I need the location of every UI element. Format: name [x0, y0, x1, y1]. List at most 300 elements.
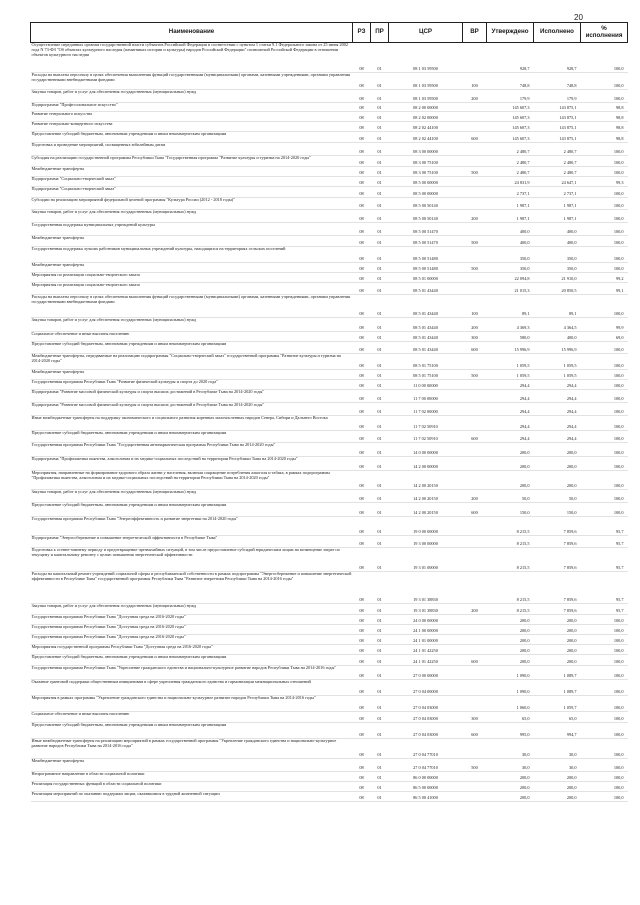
- row-name: Мероприятия, направленные на формирование здорового образа жизни у населения, включая сокращение потребления алкоголя и табака, в рамках подпрограммы "Профилактика пьянства, алкоголизма и их медико-социальных последствий на территории Республики Тыва на 2014-2020 годы": [31, 470, 330, 480]
- row-name: Подпрограмма "Развитие массовой физической культуры и спорта высших достижений в Республике Тыва на 2014-2020 годы": [31, 389, 265, 394]
- row-pr: 01: [377, 288, 382, 294]
- row-approved: 200,0: [519, 795, 530, 801]
- table-row: [31, 517, 628, 536]
- row-csr: 86 5 00 41000: [413, 795, 438, 801]
- row-rz: 08: [359, 483, 364, 489]
- row-percent: 100,0: [613, 785, 624, 791]
- row-percent: 100,0: [613, 363, 624, 369]
- row-name: Государственная программа Республики Тыва "Доступная среда на 2016-2020 годы": [31, 634, 186, 639]
- row-rz: 08: [359, 529, 364, 535]
- row-approved: 400,0: [519, 240, 530, 246]
- header-rz: РЗ: [353, 23, 371, 43]
- row-rz: 08: [359, 541, 364, 547]
- row-vr: [463, 696, 487, 712]
- row-vr: [463, 615, 487, 625]
- row-vr: [463, 177, 487, 187]
- row-rz: 08: [359, 347, 364, 353]
- row-percent: 98,8: [615, 136, 624, 142]
- row-vr: 600: [471, 732, 478, 738]
- row-percent: 100,0: [613, 160, 624, 166]
- row-percent: 100,0: [613, 765, 624, 771]
- row-name: Закупка товаров, работ и услуг для обеспечения государственных (муниципальных) нужд: [31, 317, 197, 322]
- row-pr: 01: [377, 115, 382, 121]
- row-rz: 08: [359, 608, 364, 614]
- row-name: Предоставление субсидий бюджетным, автономным учреждениям и иным некоммерческим организациям: [31, 722, 227, 727]
- row-rz: 08: [359, 716, 364, 722]
- row-approved: 145 607,3: [512, 125, 530, 131]
- row-vr: [463, 625, 487, 635]
- row-vr: [463, 247, 487, 263]
- row-csr: 11 7 02 00000: [413, 409, 438, 415]
- row-vr: 500: [471, 266, 478, 272]
- row-executed: 7 859,6: [563, 608, 577, 614]
- row-name: Мероприятия по реализации социально-творческого заказа: [31, 272, 140, 277]
- table-row: [31, 73, 628, 90]
- row-pr: 01: [377, 436, 382, 442]
- row-csr: 08 3 00 00000: [413, 149, 438, 155]
- row-name: Закупка товаров, работ и услуг для обеспечения государственных (муниципальных) нужд: [31, 89, 197, 94]
- row-percent: 99,9: [615, 325, 624, 331]
- row-vr: 300: [471, 335, 478, 341]
- header-percent-label: исполнения: [585, 31, 623, 39]
- row-csr: 08 1 03 59500: [413, 96, 438, 102]
- row-vr: [463, 390, 487, 403]
- row-approved: 200,0: [519, 775, 530, 781]
- row-percent: 100,0: [613, 216, 624, 222]
- row-rz: 08: [359, 240, 364, 246]
- row-executed: 7 859,6: [563, 529, 577, 535]
- row-csr: 27 0 04 77010: [413, 752, 438, 758]
- row-name: Подпрограмма "Социально-творческий заказ": [31, 186, 116, 191]
- row-vr: [463, 156, 487, 167]
- row-csr: 08 2 00 00000: [413, 105, 438, 111]
- row-percent: 100,0: [613, 464, 624, 470]
- row-csr: 24 0 00 00000: [413, 618, 438, 624]
- table-row: [31, 739, 628, 759]
- row-rz: 08: [359, 628, 364, 634]
- row-csr: 08 3 00 75100: [413, 160, 438, 166]
- row-name: Подпрограмма "Профилактика пьянства, алкоголизма и их медико-социальных последствий на территории Республики Тыва на 2014-2020 годы": [31, 456, 298, 461]
- row-csr: 19 0 00 00000: [413, 529, 438, 535]
- row-name: Мероприятия по реализации социально-творческого заказа: [31, 282, 140, 287]
- row-executed: 179,9: [566, 96, 577, 102]
- row-pr: 01: [377, 775, 382, 781]
- row-pr: 01: [377, 136, 382, 142]
- row-vr: [463, 680, 487, 696]
- row-pr: 01: [377, 450, 382, 456]
- row-approved: 995,0: [519, 732, 530, 738]
- row-approved: 200,0: [519, 483, 530, 489]
- row-name: Подпрограмма "Энергосбережение и повышение энергетической эффективности в Республике Тыва": [31, 535, 218, 540]
- row-percent: 100,0: [613, 673, 624, 679]
- row-name: Государственная программа Республики Тыва "Энергоэффективность и развитие энергетики на 2014-2020 годы": [31, 516, 238, 521]
- row-csr: 27 0 04 77010: [413, 765, 438, 771]
- row-vr: [463, 572, 487, 604]
- row-pr: 01: [377, 256, 382, 262]
- row-approved: 2 480,7: [516, 160, 530, 166]
- row-percent: 100,0: [613, 170, 624, 176]
- row-percent: 100,0: [613, 618, 624, 624]
- row-pr: 01: [377, 424, 382, 430]
- row-pr: 01: [377, 689, 382, 695]
- row-executed: 294,4: [566, 383, 577, 389]
- row-vr: 500: [471, 240, 478, 246]
- table-row: [31, 696, 628, 712]
- row-percent: 95,7: [615, 565, 624, 571]
- row-vr: [463, 403, 487, 416]
- row-pr: 01: [377, 732, 382, 738]
- row-vr: [463, 471, 487, 490]
- row-pr: 01: [377, 529, 382, 535]
- row-vr: 600: [471, 510, 478, 516]
- row-executed: 24 647,1: [561, 180, 577, 186]
- row-pr: 01: [377, 266, 382, 272]
- row-rz: 08: [359, 256, 364, 262]
- row-percent: 100,0: [613, 383, 624, 389]
- row-rz: 08: [359, 180, 364, 186]
- row-percent: 100,0: [613, 96, 624, 102]
- row-rz: 08: [359, 149, 364, 155]
- row-percent: 100,0: [613, 659, 624, 665]
- row-executed: 143 875,1: [559, 125, 577, 131]
- row-rz: 08: [359, 775, 364, 781]
- row-csr: 08 2 02 44100: [413, 136, 438, 142]
- table-row: [31, 273, 628, 283]
- row-pr: 01: [377, 170, 382, 176]
- row-executed: 294,4: [566, 409, 577, 415]
- row-approved: 2 480,7: [516, 149, 530, 155]
- row-executed: 200,0: [566, 628, 577, 634]
- row-rz: 08: [359, 732, 364, 738]
- row-approved: 294,4: [519, 436, 530, 442]
- row-executed: 200,0: [566, 464, 577, 470]
- row-csr: 14 2 00 00000: [413, 464, 438, 470]
- table-row: [31, 645, 628, 655]
- row-percent: 100,0: [613, 424, 624, 430]
- row-vr: 100: [471, 311, 478, 317]
- row-name: Межбюджетные трансферты, передаваемые на реализацию подпрограммы "Социально-творческий заказ" государственной программы "Развитие культуры и туризма на 2014-2020 годы": [31, 353, 341, 363]
- row-name: Мероприятия государственной программы Республики Тыва "Доступная среда на 2016-2020 годы": [31, 644, 213, 649]
- row-percent: 95,7: [615, 597, 624, 603]
- row-executed: 89,1: [568, 311, 577, 317]
- row-pr: 01: [377, 229, 382, 235]
- row-name: Предоставление субсидий бюджетным, автономным учреждениям и иным некоммерческим организациям: [31, 131, 227, 136]
- budget-table-container: [30, 22, 627, 802]
- row-rz: 08: [359, 288, 364, 294]
- row-csr: 08 5 01 75100: [413, 363, 438, 369]
- row-executed: 1 059,5: [563, 373, 577, 379]
- row-vr: 500: [471, 765, 478, 771]
- row-percent: 100,0: [613, 450, 624, 456]
- row-vr: 100: [471, 83, 478, 89]
- row-executed: 400,0: [566, 240, 577, 246]
- row-vr: 300: [471, 716, 478, 722]
- row-rz: 08: [359, 373, 364, 379]
- row-pr: 01: [377, 363, 382, 369]
- table-row: [31, 759, 628, 772]
- row-vr: 500: [471, 170, 478, 176]
- row-percent: 100,0: [613, 689, 624, 695]
- table-row: [31, 604, 628, 615]
- row-name: Социальное обеспечение и иные выплаты населению: [31, 711, 130, 716]
- row-name: Предоставление субсидий бюджетным, автономным учреждениям и иным некоммерческим организациям: [31, 654, 227, 659]
- row-approved: 145 607,3: [512, 136, 530, 142]
- row-csr: 08 5 00 50140: [413, 216, 438, 222]
- row-name: Иные межбюджетные трансферты на поддержку экономического и социального развития коренных малочисленных народов Севера, Сибири и Дальнего Востока: [31, 415, 328, 420]
- row-executed: 350,0: [566, 266, 577, 272]
- row-rz: 08: [359, 325, 364, 331]
- row-percent: 95,7: [615, 608, 624, 614]
- row-name: Подготовка и проведение мероприятий, посвященных юбилейным датам: [31, 142, 166, 147]
- row-percent: 100,0: [613, 409, 624, 415]
- page-number: 20: [574, 13, 583, 22]
- row-executed: 294,4: [566, 436, 577, 442]
- table-row: [31, 370, 628, 380]
- row-approved: 8 215,5: [516, 597, 530, 603]
- row-approved: 200,0: [519, 659, 530, 665]
- header-name: Наименование: [31, 23, 353, 43]
- row-vr: 600: [471, 436, 478, 442]
- row-pr: 01: [377, 276, 382, 282]
- row-percent: 100,0: [613, 311, 624, 317]
- row-percent: 99,1: [615, 288, 624, 294]
- table-row: [31, 416, 628, 431]
- row-pr: 01: [377, 765, 382, 771]
- row-approved: 15 996,9: [514, 347, 530, 353]
- row-executed: 2 480,7: [563, 149, 577, 155]
- row-percent: 98,8: [615, 105, 624, 111]
- row-percent: 100,0: [613, 203, 624, 209]
- row-csr: 19 3 00 00000: [413, 541, 438, 547]
- row-vr: [463, 548, 487, 572]
- row-pr: 01: [377, 203, 382, 209]
- row-name: Реализация мероприятий по оказанию поддержки лицам, оказавшимся в трудной жизненной ситуации: [31, 791, 220, 796]
- table-row: [31, 236, 628, 247]
- row-approved: 1 090,0: [516, 689, 530, 695]
- row-executed: 350,0: [566, 256, 577, 262]
- row-vr: [463, 635, 487, 645]
- row-rz: 08: [359, 638, 364, 644]
- header-executed: Исполнено: [534, 23, 581, 43]
- table-row: [31, 43, 628, 73]
- row-rz: 08: [359, 648, 364, 654]
- row-approved: 2 737,1: [516, 191, 530, 197]
- row-csr: 14 0 00 00000: [413, 450, 438, 456]
- table-row: [31, 666, 628, 680]
- row-name: Государственная поддержка муниципальных учреждений культуры: [31, 222, 155, 227]
- row-rz: 08: [359, 705, 364, 711]
- table-row: [31, 772, 628, 782]
- row-executed: 928,7: [566, 66, 577, 72]
- table-row: [31, 712, 628, 723]
- table-row: [31, 792, 628, 802]
- row-pr: 01: [377, 240, 382, 246]
- row-name: Расходы на капитальный ремонт учреждений социальной сферы и республиканской собственности в рамках подпрограммы "Энергосбережение и повышение энергетической эффективности в Республике Тыва" государственной программы Республики Тыва "Развитие энергетики Республики Тыва на 2014-2016 годы": [31, 571, 352, 581]
- row-csr: 08 3 00 75100: [413, 170, 438, 176]
- row-percent: 100,0: [613, 628, 624, 634]
- table-row: [31, 295, 628, 318]
- row-percent: 100,0: [613, 266, 624, 272]
- row-percent: 100,0: [613, 191, 624, 197]
- row-approved: 1 059,5: [516, 363, 530, 369]
- row-name: Реализация государственных функций в области социальной политики: [31, 781, 162, 786]
- row-percent: 100,0: [613, 510, 624, 516]
- row-vr: [463, 187, 487, 198]
- row-pr: 01: [377, 335, 382, 341]
- row-rz: 08: [359, 203, 364, 209]
- row-name: Подпрограмма "Социально-творческий заказ": [31, 176, 116, 181]
- row-name: Предоставление субсидий бюджетным, автономным учреждениям и иным некоммерческим организациям: [31, 430, 227, 435]
- table-row: [31, 187, 628, 198]
- row-rz: 08: [359, 785, 364, 791]
- row-csr: 11 7 00 00000: [413, 396, 438, 402]
- row-rz: 08: [359, 216, 364, 222]
- row-name: Иные межбюджетные трансферты на реализацию мероприятий в рамках государственной программы "Укрепление гражданского единства и национально-культурное развитие народов Республики Тыва на 2014-2016 годы": [31, 738, 337, 748]
- table-row: [31, 90, 628, 103]
- row-executed: 2 480,7: [563, 160, 577, 166]
- row-percent: 98,8: [615, 125, 624, 131]
- table-row: [31, 156, 628, 167]
- row-name: Закупка товаров, работ и услуг для обеспечения государственных (муниципальных) нужд: [31, 209, 197, 214]
- row-csr: 14 2 00 20150: [413, 496, 438, 502]
- row-vr: 600: [471, 347, 478, 353]
- table-row: [31, 132, 628, 143]
- row-pr: 01: [377, 541, 382, 547]
- row-vr: [463, 198, 487, 210]
- row-vr: 600: [471, 136, 478, 142]
- row-vr: [463, 112, 487, 122]
- row-name: Субсидии на реализацию мероприятий федеральной целевой программы "Культура России (2012 - 2018 годы)": [31, 197, 235, 202]
- header-approved: Утверждено: [487, 23, 534, 43]
- table-row: [31, 635, 628, 645]
- table-row: [31, 503, 628, 517]
- table-row: [31, 122, 628, 132]
- row-pr: 01: [377, 216, 382, 222]
- row-executed: 994,7: [566, 732, 577, 738]
- table-row: [31, 223, 628, 236]
- row-approved: 294,4: [519, 383, 530, 389]
- row-csr: 19 3 01 00000: [413, 565, 438, 571]
- row-csr: 08 5 00 00000: [413, 191, 438, 197]
- row-pr: 01: [377, 608, 382, 614]
- row-csr: 08 5 01 43440: [413, 335, 438, 341]
- row-name: Мероприятия в рамках программы "Укрепление гражданского единства и национально-культурное развитие народов Республики Тыва на 2014-2016 годы": [31, 695, 316, 700]
- row-executed: 200,0: [566, 483, 577, 489]
- row-pr: 01: [377, 464, 382, 470]
- row-name: Развитие театрально-концертного искусства: [31, 121, 113, 126]
- row-name: Расходы на выплаты персоналу в целях обеспечения выполнения функций государственными (муниципальными) органами, казенными учреждениями, органами управления государственными внебюджетными фондами: [31, 72, 350, 82]
- header-percent-sign: %: [601, 25, 607, 32]
- row-approved: 8 215,5: [516, 529, 530, 535]
- table-row: [31, 167, 628, 177]
- row-name: Закупка товаров, работ и услуг для обеспечения государственных (муниципальных) нужд: [31, 603, 197, 608]
- row-percent: 98,8: [615, 115, 624, 121]
- row-approved: 1 060,0: [516, 705, 530, 711]
- row-vr: [463, 536, 487, 548]
- table-row: [31, 112, 628, 122]
- row-pr: 01: [377, 565, 382, 571]
- row-rz: 08: [359, 396, 364, 402]
- row-approved: 8 215,5: [516, 565, 530, 571]
- row-approved: 748,8: [519, 83, 530, 89]
- table-row: [31, 283, 628, 295]
- row-vr: [463, 143, 487, 156]
- header-percent: [581, 23, 628, 43]
- table-row: [31, 198, 628, 210]
- row-csr: 08 1 03 59500: [413, 83, 438, 89]
- row-name: Осуществление переданных органам государственной власти субъектов Российской Федерации в соответствии с пунктом 1 статьи 9.1 Федерального закона от 25 июня 2002 года N 73-ФЗ "Об объектах культурного наследия (памятниках истории и культуры) народов Российской Федерации" полномочий Российской Федерации в отношении объектов культурного наследия: [31, 42, 349, 57]
- row-name: Государственная программа Республики Тыва "Доступная среда на 2016-2020 годы": [31, 624, 186, 629]
- row-executed: 748,8: [566, 83, 577, 89]
- row-csr: 14 2 00 20150: [413, 510, 438, 516]
- row-percent: 100,0: [613, 483, 624, 489]
- row-rz: 08: [359, 170, 364, 176]
- row-percent: 100,0: [613, 149, 624, 155]
- row-pr: 01: [377, 105, 382, 111]
- row-rz: 08: [359, 191, 364, 197]
- row-percent: 100,0: [613, 373, 624, 379]
- row-approved: 24 831,9: [514, 180, 530, 186]
- row-approved: 1 059,5: [516, 373, 530, 379]
- row-executed: 143 875,1: [559, 105, 577, 111]
- table-row: [31, 655, 628, 666]
- table-row: [31, 490, 628, 503]
- table-row: [31, 210, 628, 223]
- table-row: [31, 332, 628, 342]
- row-csr: 27 0 04 03000: [413, 716, 438, 722]
- row-approved: 294,4: [519, 396, 530, 402]
- row-pr: 01: [377, 716, 382, 722]
- row-csr: 24 1 01 42250: [413, 648, 438, 654]
- row-vr: 200: [471, 496, 478, 502]
- row-pr: 01: [377, 618, 382, 624]
- row-vr: [463, 517, 487, 536]
- row-csr: 08 5 01 43440: [413, 347, 438, 353]
- row-rz: 08: [359, 105, 364, 111]
- row-name: Межбюджетные трансферты: [31, 235, 85, 240]
- row-vr: [463, 772, 487, 782]
- table-row: [31, 443, 628, 457]
- row-name: Оказание грантовой поддержки общественным инициативам в сфере укрепления гражданского единства и гармонизации межнациональных отношений: [31, 679, 311, 684]
- row-executed: 1 987,1: [563, 203, 577, 209]
- row-pr: 01: [377, 160, 382, 166]
- row-name: Государственная поддержка лучших работников муниципальных учреждений культуры, находящихся на территориях сельских поселений: [31, 246, 286, 251]
- row-name: Закупка товаров, работ и услуг для обеспечения государственных (муниципальных) нужд: [31, 489, 197, 494]
- row-pr: 01: [377, 648, 382, 654]
- row-pr: 01: [377, 373, 382, 379]
- table-body: [31, 43, 628, 802]
- row-executed: 1 089,7: [563, 673, 577, 679]
- row-approved: 89,1: [521, 311, 530, 317]
- row-csr: 08 5 00 51470: [413, 240, 438, 246]
- row-csr: 08 5 00 51480: [413, 266, 438, 272]
- row-name: Расходы на выплаты персоналу в целях обеспечения выполнения функций государственными (муниципальными) органами, казенными учреждениями, органами управления государственными внебюджетными фондами: [31, 294, 350, 304]
- row-approved: 1 987,1: [516, 203, 530, 209]
- row-name: Подготовка к осенне-зимнему периоду и предотвращение чрезвычайных ситуаций, в том числе предоставление субсидий юридическим лицам на возмещение затрат по текущему и капитальному ремонту с целью повышения энергетической эффективности: [31, 547, 340, 557]
- row-pr: 01: [377, 96, 382, 102]
- row-approved: 294,4: [519, 409, 530, 415]
- header-csr: ЦСР: [389, 23, 463, 43]
- row-rz: 08: [359, 115, 364, 121]
- table-row: [31, 536, 628, 548]
- table-row: [31, 318, 628, 332]
- row-csr: 27 0 04 03000: [413, 732, 438, 738]
- row-approved: 22 094,8: [514, 276, 530, 282]
- row-percent: 100,0: [613, 240, 624, 246]
- row-rz: 08: [359, 795, 364, 801]
- row-executed: 400,0: [566, 229, 577, 235]
- row-executed: 7 859,6: [563, 565, 577, 571]
